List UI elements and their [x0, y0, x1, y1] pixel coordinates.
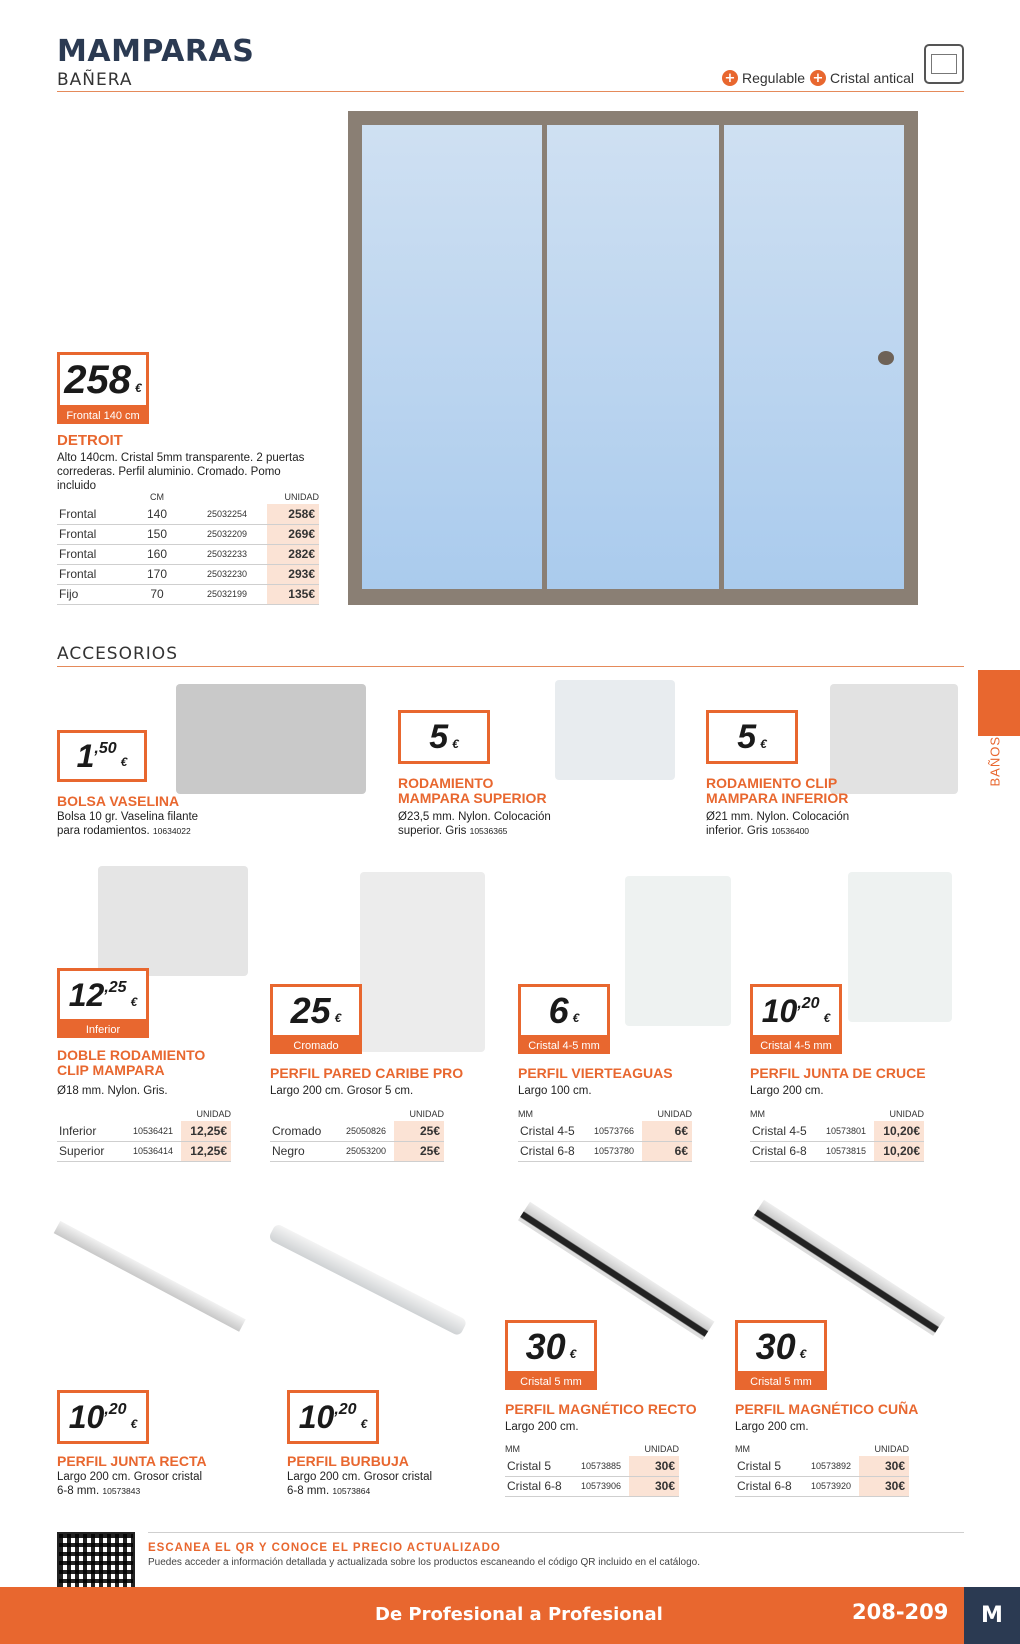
product-image-doble [98, 866, 248, 976]
table-row: Inferior 10536421 12,25€ [57, 1121, 231, 1141]
price-cruce: 10 $^{,20}$ € [750, 984, 842, 1038]
side-tab [978, 670, 1020, 736]
table-row: Frontal 140 25032254 258€ [57, 504, 319, 524]
product-image-cruce [848, 872, 952, 1022]
name-vierte: PERFIL VIERTEAGUAS [518, 1065, 673, 1081]
table-row: Frontal 150 25032209 269€ [57, 524, 319, 544]
name-doble: DOBLE RODAMIENTO CLIP MAMPARA [57, 1047, 206, 1078]
table-row: Cromado 25050826 25€ [270, 1121, 444, 1141]
table-row: Frontal 170 25032230 293€ [57, 564, 319, 584]
name-bolsa: BOLSA VASELINA [57, 793, 180, 809]
qr-text: Puedes acceder a información detallada y actualizada sobre los productos escaneando el código QR incluido en el catálogo. [148, 1557, 701, 1568]
section-divider [57, 666, 964, 667]
desc-pared: Largo 200 cm. Grosor 5 cm. [270, 1085, 414, 1097]
desc-rod-sup: Ø23,5 mm. Nylon. Colocación superior. Gris 10536365 [398, 811, 551, 837]
product-image-pared [360, 872, 485, 1052]
table-row: Cristal 6-8 10573906 30€ [505, 1476, 679, 1496]
desc-doble: Ø18 mm. Nylon. Gris. [57, 1085, 168, 1097]
price-rod-sup: 5 € [398, 710, 490, 764]
product-image-bolsa [176, 684, 366, 794]
tag-doble: Inferior [57, 1022, 149, 1038]
table-row: Cristal 6-8 10573780 6€ [518, 1141, 692, 1161]
brand-logo: M [964, 1587, 1020, 1644]
price-vierte: 6 € [518, 984, 610, 1038]
desc-rod-inf: Ø21 mm. Nylon. Colocación inferior. Gris 10536400 [706, 811, 850, 837]
table-cruce: MM UNIDAD Cristal 4-5 10573801 10,20€ Cristal 6-8 10573815 10,20€ [750, 1107, 924, 1162]
product-image-rod-sup [555, 680, 675, 780]
header-divider [57, 91, 964, 92]
product-image-burbuja [268, 1223, 468, 1337]
feature-regulable: + Regulable [722, 70, 805, 86]
table-row: Cristal 6-8 10573920 30€ [735, 1476, 909, 1496]
plus-icon: + [810, 70, 826, 86]
table-row: Cristal 6-8 10573815 10,20€ [750, 1141, 924, 1161]
product-image-magcuna [752, 1200, 945, 1336]
qr-divider [148, 1532, 964, 1533]
main-product-table: CM UNIDAD Frontal 140 25032254 258€ Frontal 150 25032209 269€ Frontal 160 25032233 282€ Frontal 170 25032230 293€ Fijo 70 25032199 135€ [57, 490, 319, 605]
name-burbuja: PERFIL BURBUJA [287, 1453, 409, 1469]
main-price: 258 € [57, 352, 149, 408]
table-row: Cristal 4-5 10573766 6€ [518, 1121, 692, 1141]
name-pared: PERFIL PARED CARIBE PRO [270, 1065, 464, 1081]
tag-pared: Cromado [270, 1038, 362, 1054]
footer-slogan: De Profesional a Profesional [375, 1604, 663, 1625]
table-row: Fijo 70 25032199 135€ [57, 584, 319, 604]
desc-vierte: Largo 100 cm. [518, 1085, 592, 1097]
name-magrecto: PERFIL MAGNÉTICO RECTO [505, 1401, 697, 1417]
table-doble: UNIDAD Inferior 10536421 12,25€ Superior 10536414 12,25€ [57, 1107, 231, 1162]
table-row: Cristal 5 10573885 30€ [505, 1456, 679, 1476]
desc-cruce: Largo 200 cm. [750, 1085, 824, 1097]
name-recta: PERFIL JUNTA RECTA [57, 1453, 207, 1469]
section-title: ACCESORIOS [57, 644, 178, 664]
tag-cruce: Cristal 4-5 mm [750, 1038, 842, 1054]
price-bolsa: 1 $^{,50}$ € [57, 730, 147, 782]
product-image-recta [54, 1221, 246, 1332]
name-cruce: PERFIL JUNTA DE CRUCE [750, 1065, 926, 1081]
main-price-tag: Frontal 140 cm [57, 408, 149, 424]
table-magcuna: MM UNIDAD Cristal 5 10573892 30€ Cristal 6-8 10573920 30€ [735, 1442, 909, 1497]
table-row: Frontal 160 25032233 282€ [57, 544, 319, 564]
table-magrecto: MM UNIDAD Cristal 5 10573885 30€ Cristal 6-8 10573906 30€ [505, 1442, 679, 1497]
desc-burbuja: Largo 200 cm. Grosor cristal 6-8 mm. 10573864 [287, 1471, 433, 1497]
shower-screen-image [348, 111, 918, 605]
table-pared: UNIDAD Cromado 25050826 25€ Negro 25053200 25€ [270, 1107, 444, 1162]
price-magcuna: 30 € [735, 1320, 827, 1374]
main-product-name: DETROIT [57, 432, 123, 449]
table-row: Cristal 4-5 10573801 10,20€ [750, 1121, 924, 1141]
price-rod-inf: 5 € [706, 710, 798, 764]
table-row: Negro 25053200 25€ [270, 1141, 444, 1161]
tag-magcuna: Cristal 5 mm [735, 1374, 827, 1390]
name-rod-inf: RODAMIENTO CLIP MAMPARA INFERIOR [706, 775, 849, 806]
desc-bolsa: Bolsa 10 gr. Vaselina filante para rodamientos. 10634022 [57, 811, 199, 837]
table-vierte: MM UNIDAD Cristal 4-5 10573766 6€ Cristal 6-8 10573780 6€ [518, 1107, 692, 1162]
page-subtitle: BAÑERA [57, 70, 133, 90]
desc-recta: Largo 200 cm. Grosor cristal 6-8 mm. 10573843 [57, 1471, 203, 1497]
table-row: Cristal 5 10573892 30€ [735, 1456, 909, 1476]
price-pared: 25 € [270, 984, 362, 1038]
tag-vierte: Cristal 4-5 mm [518, 1038, 610, 1054]
name-magcuna: PERFIL MAGNÉTICO CUÑA [735, 1401, 919, 1417]
qr-title: ESCANEA EL QR Y CONOCE EL PRECIO ACTUALIZADO [148, 1542, 501, 1554]
tag-magrecto: Cristal 5 mm [505, 1374, 597, 1390]
page-title: MAMPARAS [57, 34, 255, 69]
feature-cristal: + Cristal antical [810, 70, 914, 86]
table-row: Superior 10536414 12,25€ [57, 1141, 231, 1161]
price-magrecto: 30 € [505, 1320, 597, 1374]
price-doble: 12 $^{,25}$ € [57, 968, 149, 1022]
page-numbers: 208-209 [852, 1600, 949, 1624]
desc-magrecto: Largo 200 cm. [505, 1421, 579, 1433]
bathtub-icon [924, 44, 964, 84]
side-tab-label: BAÑOS [987, 735, 1003, 787]
desc-magcuna: Largo 200 cm. [735, 1421, 809, 1433]
price-recta: 10 $^{,20}$ € [57, 1390, 149, 1444]
main-product-desc: Alto 140cm. Cristal 5mm transparente. 2 puertas correderas. Perfil aluminio. Cromado. Pomo incluido [57, 452, 305, 492]
name-rod-sup: RODAMIENTO MAMPARA SUPERIOR [398, 775, 547, 806]
plus-icon: + [722, 70, 738, 86]
product-image-vierte [625, 876, 731, 1026]
price-burbuja: 10 $^{,20}$ € [287, 1390, 379, 1444]
